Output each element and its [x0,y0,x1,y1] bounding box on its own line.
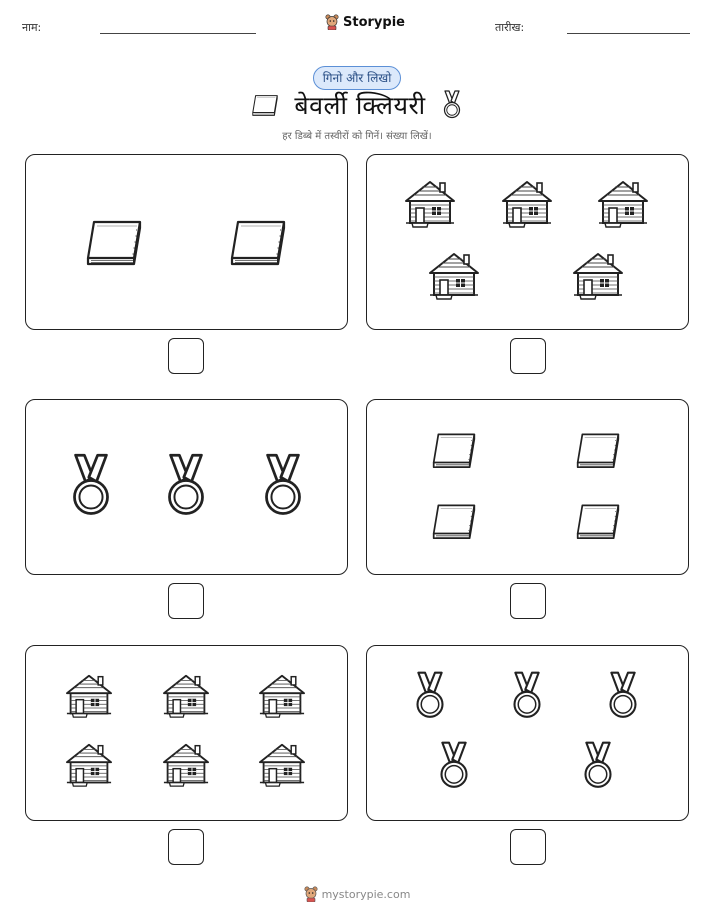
medal-icon [510,671,544,721]
medal-icon [164,453,208,519]
instruction-text: हर डिब्बे में तस्वीरों को गिनें। संख्या लिखें। [282,131,432,142]
book-icon [226,216,290,268]
activity-badge: गिनो और लिखो [313,66,402,90]
medal-icon [581,741,615,791]
cabin-icon [499,179,555,229]
medal-icon [437,741,471,791]
book-icon [429,429,479,471]
book-icon [429,500,479,542]
footer [304,886,411,902]
mascot-icon [304,886,318,902]
book-icon [573,429,623,471]
book-icon [573,500,623,542]
medal-icon [69,453,113,519]
cabin-icon [570,251,626,301]
medal-icon [606,671,640,721]
cabin-icon [63,742,115,788]
brand-name: Storypie [343,14,405,30]
cabin-icon [160,673,212,719]
cabin-icon [256,673,308,719]
book-icon [82,216,146,268]
page-title: बेवर्ली क्लियरी [294,91,426,120]
medal-icon [413,671,447,721]
cabin-icon [256,742,308,788]
cabin-icon [402,179,458,229]
name-label: नाम: [22,21,42,34]
date-label: तारीख: [495,21,525,34]
cabin-icon [63,673,115,719]
cabin-icon [595,179,651,229]
medal-icon [261,453,305,519]
cabin-icon [160,742,212,788]
footer-url: mystorypie.com [321,887,411,901]
cabin-icon [426,251,482,301]
